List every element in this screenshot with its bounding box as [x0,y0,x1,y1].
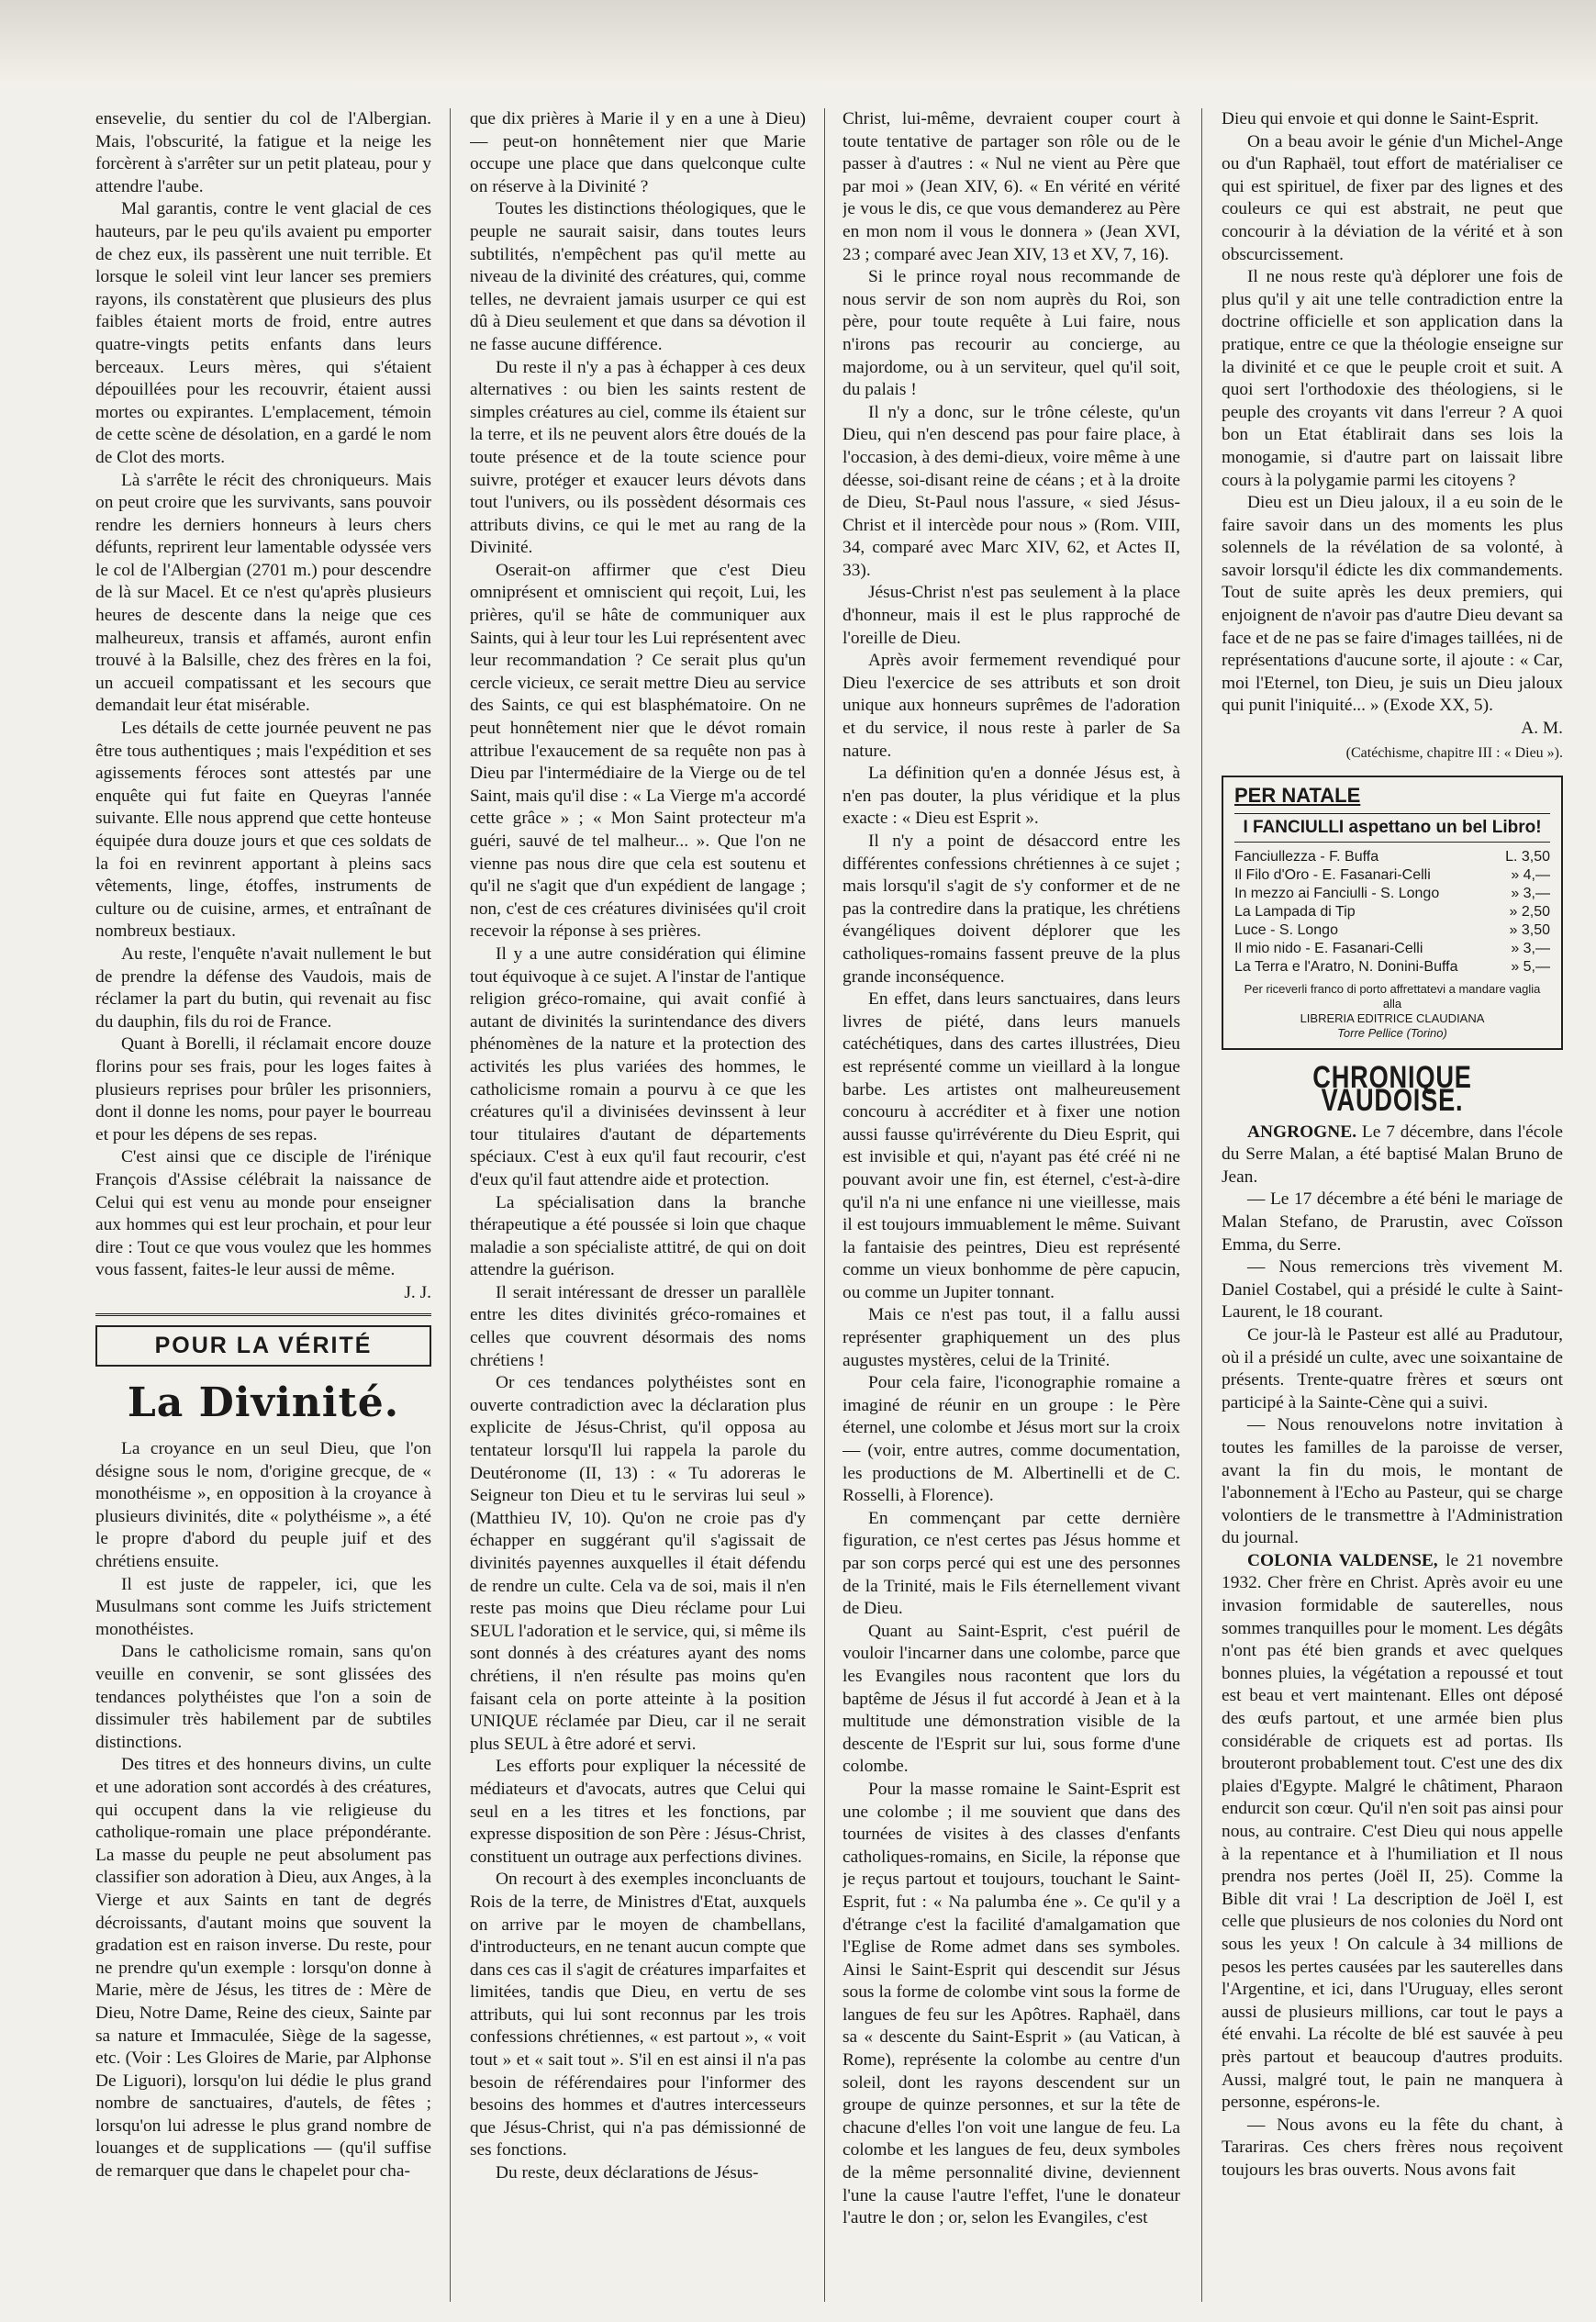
column-2 [470,108,806,2302]
column-rule [824,108,825,2302]
paragraph: Dieu est un Dieu jaloux, il a eu soin de le faire savoir dans un des moments les plus solennels de la révélation de sa volonté, à savoir lorsqu'il édicte les dix commandements. Tout de suite après les deux premiers, qui enjoignent de n'avoir pas d'autre Dieu devant sa face et de ne pas se faire d'images taillées, ni de représentations d'aucune sorte, il ajoute : « Car, moi l'Eternel, ton Dieu, je suis un Dieu jaloux qui punit l'iniquité... » (Exode XX, 5). [1222,493,1563,716]
chronicle-text: Le 7 décembre, dans l'école du Serre Malan, a été baptisé Malan Bruno de Jean. [1222,1122,1563,1187]
paragraph: Mais ce n'est pas tout, il a fallu aussi représenter graphiquement un des plus augustes mystères, celui de la Trinité. [843,1305,1180,1370]
paragraph: Toutes les distinctions théologiques, que le peuple ne saurait saisir, dans toutes leurs subtilités, n'empêchent pas qu'il mette au niveau de la divinité des créatures, qui, comme telles, ne devraient jamais usurper ce qui est dû à Dieu seulement et que dans sa dévotion il ne fasse aucune différence. [470,199,806,354]
ad-note: Per riceverli franco di porto affrettatevi a mandare vaglia alla [1244,982,1541,1011]
paragraph: Dans le catholicisme romain, sans qu'on veuille en convenir, se sont glissées des tendances polythéistes que l'on a soin de dissimuler très habilement par de subtiles distinctions. [95,1642,431,1752]
ad-item [1234,958,1550,977]
paragraph: On recourt à des exemples inconcluants de Rois de la terre, de Ministres d'Etat, auxquels on arrive par le moyen de chambellans, d'introducteurs, en ne tenant aucun compte que dans ces cas il s'agit de créatures imparfaites et limitées, tandis que Dieu, en vertu de ses attributs, qui lui sont reconnus par les trois confessions chrétiennes, « est partout », « voit tout » et « sait tout ». S'il en est ainsi il n'a pas besoin de référendaires pour l'informer des besoins des hommes et d'autres intercesseurs que Jésus-Christ, qui n'a pas démissionné de ses fonctions. [470,1870,806,2160]
paragraph: Si le prince royal nous recommande de nous servir de son nom auprès du Roi, son père, pour toute requête à Lui faire, nous n'irons pas recourir au concierge, au majordome, ou à un serviteur, quel qu'il soit, du palais ! [843,267,1180,400]
ad-item-title: Il Filo d'Oro - E. Fasanari-Celli [1234,867,1431,884]
chronicle-paragraph [1222,1414,1563,1550]
paragraph: Christ, lui-même, devraient couper court à toute tentative de partager son rôle ou de le passer à d'autres : « Nul ne vient au Père que par moi » (Jean XIV, 6). « En vérité en vérité je vous le dis, ce que vous demanderez au Père en mon nom il vous le donnera » (Jean XVI, 23 ; comparé avec Jean XIV, 13 et XV, 7, 16). [843,109,1180,264]
paragraph: Jésus-Christ n'est pas seulement à la place d'honneur, mais il est le plus rapproché de l'oreille de Dieu. [843,583,1180,648]
paragraph: Il n'y a donc, sur le trône céleste, qu'un Dieu, qui n'en descend pas pour faire place, à l'occasion, à des demi-dieux, voire même à une déesse, soi-disant reine de céans ; et à la droite de Dieu, St-Paul nous l'assure, « sied Jésus-Christ et il intercède pour nous » (Rom. VIII, 34, comparé avec Marc XIV, 62, et Actes II, 33). [843,402,1180,580]
ad-item-price: » 2,50 [1509,904,1550,921]
ad-item [1234,848,1550,866]
chronicle-title: CHRONIQUE VAUDOISE. [1312,1060,1472,1118]
paragraph: C'est ainsi que ce disciple de l'irénique François d'Assise célébrait la naissance de Celui qui est venu au monde pour enseigner aux hommes qui est leur prochain, et pour leur dire : Tout ce que vous voulez que les hommes vous fassent, faites-le leur aussi de même. [95,1147,431,1280]
paragraph: Pour la masse romaine le Saint-Esprit est une colombe ; il me souvient que dans des tournées de visites à des classes d'enfants catholiques-romains, en Sicile, la réponse que je reçus partout et toujours, touchant le Saint-Esprit, fut : « Na palumba éne ». Ce qu'il y a d'étrange c'est la facilité d'amalgamation que l'Eglise de Rome admet dans ses symboles. Ainsi le Saint-Esprit qui descendit sur Jésus sous la forme de colombe vint sous la forme de langues de feu sur les Apôtres. Raphaël, dans sa « descente du Saint-Esprit » (au Vatican, à Rome), représente la colombe au centre d'un soleil, dont les rayons descendent sur un groupe de quinze personnes, et sur la tête de chacune d'elles l'on voit une langue de feu. La colombe et les langues de feu, deux symboles de la même personnalité divine, deviennent l'une la cause l'autre l'effet, l'une le donateur l'autre le don ; or, selon les Evangiles, c'est [843,1779,1180,2228]
chronicle-lead: COLONIA VALDENSE, [1247,1550,1438,1570]
paragraph: Les détails de cette journée peuvent ne pas être tous authentiques ; mais l'expédition et ses agissements féroces sont attestés par une enquête qui fut faite en Queyras l'année suivante. Elle nous apprend que cette honteuse équipée dura douze jours et que ces soldats de la foi en revinrent apportant à pleins sacs vêtements, linge, étoffes, instruments de culture ou de cuisine, armes, et entraînant de nombreux bestiaux. [95,719,431,942]
section-header: POUR LA VÉRITÉ [95,1325,431,1367]
chronicle-lead: ANGROGNE. [1247,1122,1357,1142]
ad-publisher: LIBRERIA EDITRICE CLAUDIANA [1300,1011,1485,1026]
ad-item [1234,940,1550,958]
paragraph: Dieu qui envoie et qui donne le Saint-Esprit. [1222,109,1539,128]
ad-item-price: » 3,50 [1509,922,1550,939]
ad-item [1234,866,1550,885]
ad-item-title: In mezzo ai Fanciulli - S. Longo [1234,886,1440,902]
paragraph: Pour cela faire, l'iconographie romaine a imaginé de réunir en un groupe : le Père éternel, une colombe et Jésus mort sur la croix — (voir, entre autres, comme documentation, les productions de M. Albertinelli et de C. Rosselli, à Florence). [843,1373,1180,1506]
paragraph: La spécialisation dans la branche thérapeutique a été poussée si loin que chaque maladie a son spécialiste attitré, de qui on doit attendre la guérison. [470,1192,806,1280]
ad-item-title: Fanciullezza - F. Buffa [1234,849,1379,865]
column-rule [1201,108,1202,2302]
chronicle-text: Ce jour-là le Pasteur est allé au Pradutour, où il a présidé un culte, avec une soixantaine de présents. Trente-quatre frères et sœurs ont participé à la Sainte-Cène qui a suivi. [1222,1324,1563,1412]
ad-item [1234,885,1550,903]
chronicle-paragraph [1222,1256,1563,1324]
chronicle-paragraph [1222,1189,1563,1256]
chronicle-text: — Nous avons eu la fête du chant, à Tarariras. Ces chers frères nous reçoivent toujours les bras ouverts. Nous avons fait [1222,2115,1563,2180]
ad-item-title: La Terra e l'Aratro, N. Donini-Buffa [1234,959,1458,976]
scan-edge [0,0,1596,84]
ad-item-price: » 3,— [1511,886,1550,902]
paragraph: Quant au Saint-Esprit, c'est puéril de vouloir l'incarner dans une colombe, parce que les Evangiles nous racontent que lors du baptême de Jésus il fut accordé à Jean et à la multitude une démonstration visible de la descente de l'Esprit sur lui, sous forme d'une colombe. [843,1621,1180,1777]
ad-item-price: » 4,— [1511,867,1550,884]
paragraph: Il n'y a point de désaccord entre les différentes confessions chrétiennes à ce sujet ; mais lorsqu'il s'agit de s'y conformer et de ne pas la contredire dans la pratique, les chrétiens évangéliques doivent déplorer que les catholiques-romains fassent preuve de la plus grande inconséquence. [843,832,1180,987]
signature: A. M. [1521,719,1563,739]
ad-item-title: La Lampada di Tip [1234,904,1356,921]
article-title: La Divinité. [127,1379,400,1427]
ad-subtitle: I FANCIULLI aspettano un bel Libro! [1234,813,1550,843]
ad-title: PER NATALE [1234,784,1361,808]
signature: J. J. [404,1282,431,1302]
ad-publisher-place: Torre Pellice (Torino) [1337,1026,1447,1041]
column-rule [450,108,451,2302]
paragraph: En commençant par cette dernière figuration, ce n'est certes pas Jésus homme et par son corps percé qui est une des personnes de la Trinité, mais le Fils éternellement vivant de Dieu. [843,1508,1180,1619]
paragraph: Au reste, l'enquête n'avait nullement le but de prendre la défense des Vaudois, mais de réclamer la part du butin, qui revenait au fisc du dauphin, fils du roi de France. [95,943,431,1032]
chronicle-paragraph [1222,1550,1563,2115]
paragraph: On a beau avoir le génie d'un Michel-Ange ou d'un Raphaël, tout effort de matérialiser ce qui est spirituel, de fixer par des lignes et des couleurs ce qui est abstrait, ne peut que concourir à la déviation de la vérité et à son obscurcissement. [1222,131,1563,264]
paragraph: La définition qu'en a donnée Jésus est, à n'en pas douter, la plus véridique et la plus exacte : « Dieu est Esprit ». [843,764,1180,829]
paragraph: Du reste, deux déclarations de Jésus- [496,2163,759,2183]
paragraph: que dix prières à Marie il y en a une à Dieu) — peut-on honnêtement nier que Marie occupe une place que dans quelconque culte on réserve à la Divinité ? [470,109,806,196]
paragraph: En effet, dans leurs sanctuaires, dans leurs livres de piété, dans leurs manuels catéchétiques, dans des cartes illustrées, Dieu est représenté comme un vieillard à la longue barbe. Les artistes ont malheureusement concouru à accréditer et à fixer une notion aussi fausse qu'irrévérente du Dieu Esprit, qui est invisible et qui, n'ayant pas été créé ni ne pouvant avoir une fin, est éternel, c'est-à-dire qu'il n'a ni une enfance ni une vieillesse, mais il est toujours immuablement le même. Suivant la fantaisie des peintres, Dieu est représenté comme un vieux bonhomme de père capucin, ou comme un Jupiter tonnant. [843,989,1180,1302]
chronicle-text: — Le 17 décembre a été béni le mariage de Malan Stefano, de Prarustin, avec Coïsson Emma, du Serre. [1222,1189,1563,1255]
ad-item-price: » 3,— [1511,941,1550,957]
caption: (Catéchisme, chapitre III : « Dieu »). [1345,744,1563,761]
paragraph: ensevelie, du sentier du col de l'Albergian. Mais, l'obscurité, la fatigue et la neige les forcèrent à s'arrêter sur un petit plateau, pour y attendre l'aube. [95,109,431,196]
column-4 [1222,108,1563,2302]
paragraph: La croyance en un seul Dieu, que l'on désigne sous le nom, d'origine grecque, de « monothéisme », en opposition à la croyance à plusieurs divinités, dite « polythéisme », a été le propre d'abord du peuple juif et des chrétiens ensuite. [95,1439,431,1572]
paragraph: Mal garantis, contre le vent glacial de ces hauteurs, par le peu qu'ils avaient pu emporter de chez eux, ils passèrent une nuit terrible. Et lorsque le soleil vint leur lancer ses premiers rayons, ils constatèrent que plusieurs des plus faibles étaient morts de froid, entre autres quatre-vingts petits enfants dans leurs berceaux. Leurs mères, qui s'étaient dépouillées pour les recouvrir, étaient aussi mortes ou expirantes. L'emplacement, témoin de cette scène de désolation, en a gardé le nom de Clot des morts. [95,199,431,467]
paragraph: Or ces tendances polythéistes sont en ouverte contradiction avec la déclaration plus explicite de Jésus-Christ, qu'il opposa au tentateur lorsqu'Il lui rappela la parole du Deutéronome (II, 13) : « Tu adoreras le Seigneur ton Dieu et tu le serviras lui seul » (Matthieu IV, 10). Qu'on ne croie pas d'y échapper en suggérant qu'il s'agissait de divinités payennes auxquelles il était défendu de rendre un culte. Cela va de soi, mais il n'en reste pas moins que Dieu réclame pour Lui SEUL l'adoration et le service, qui, si même ils sont donnés à des créatures ayant des noms chrétiens, il n'en résulte pas moins qu'en faisant cela on porte atteinte à la position UNIQUE réclamée par Dieu, car il ne serait plus SEUL à être adoré et servi. [470,1373,806,1754]
paragraph: Il est juste de rappeler, ici, que les Musulmans sont comme les Juifs strictement monothéistes. [95,1574,431,1639]
chronicle-text: — Nous renouvelons notre invitation à toutes les familles de la paroisse de verser, avant la fin du mois, le montant de l'abonnement à l'Echo au Pasteur, qui se charge volontiers de le transmettre à l'Administration du journal. [1222,1415,1563,1548]
ad-item-price: L. 3,50 [1505,849,1550,865]
chronicle-paragraph [1222,1324,1563,1414]
ad-item [1234,921,1550,940]
column-1 [95,108,431,2302]
ad-item [1234,903,1550,921]
paragraph: Il y a une autre considération qui élimine tout équivoque à ce sujet. A l'instar de l'antique religion gréco-romaine, qui avait confié à autant de divinités la surintendance des divers phénomènes de la nature et la protection des activités les plus variées des hommes, le catholicisme romain a pourvu à ce que les créatures qu'il a divinisées devinssent à leur tour titulaires d'autant de départements spéciaux. C'est à eux qu'il faut recourir, c'est d'eux qu'il faut attendre aide et protection. [470,943,806,1189]
ad-item-title: Il mio nido - E. Fasanari-Celli [1234,941,1423,957]
book-advertisement [1222,776,1563,1050]
paragraph: Après avoir fermement revendiqué pour Dieu l'exercice de ses attributs et son droit unique aux honneurs suprêmes de l'adoration et du service, il nous reste à parler de Sa nature. [843,651,1180,761]
paragraph: Là s'arrête le récit des chroniqueurs. Mais on peut croire que les survivants, sans pouvoir rendre les derniers honneurs à leurs chers défunts, reprirent leur lamentable odyssée vers le col de l'Albergian (2701 m.) pour descendre de là sur Macel. Et ce n'est qu'après plusieurs heures de descente dans la neige que ces malheureux, transis et affamés, auront enfin trouvé à la Balsille, chez des frères en la foi, un accueil compatissant et les secours que demandait leur état misérable. [95,470,431,716]
chronicle-paragraph [1222,2115,1563,2182]
paragraph: Les efforts pour expliquer la nécessité de médiateurs et d'avocats, autres que Celui qui seul en a les titres et les fonctions, par expresse disposition de son Père : Jésus-Christ, constituent un outrage aux perfections divines. [470,1757,806,1867]
paragraph: Des titres et des honneurs divins, un culte et une adoration sont accordés à des créatures, qui occupent dans la vie religieuse du catholique-romain une place prépondérante. La masse du peuple ne peut absolument pas classifier son adoration à Dieu, aux Anges, à la Vierge et aux Saints en tant de degrés décroissants, d'autant moins que souvent la gradation est en raison inverse. Du reste, pour ne prendre qu'un exemple : lorsqu'on donne à Marie, mère de Jésus, les titres de : Mère de Dieu, Notre Dame, Reine des cieux, Sainte par sa nature et Immaculée, Siège de la sagesse, etc. (Voir : Les Gloires de Marie, par Alphonse De Liguori), lorsqu'on lui dédie le plus grand nombre de sanctuaires, d'autels, de fêtes ; lorsqu'on lui adresse le plus grand nombre de louanges et de supplications — (qu'il suffise de remarquer que dans le chapelet pour cha- [95,1755,431,2182]
paragraph: Il ne nous reste qu'à déplorer une fois de plus qu'il y ait une telle contradiction entre la doctrine officielle et son application dans la pratique, entre ce que la théologie enseigne sur la divinité et ce que le peuple croit et suit. A quoi sert l'orthodoxie des théologiens, si le peuple des croyants vit dans l'erreur ? A quoi bon un Etat établirait dans ses lois la monogamie, si d'autre part on laissait libre cours à la polygamie parmi les citoyens ? [1222,267,1563,490]
paragraph: Oserait-on affirmer que c'est Dieu omniprésent et omniscient qui reçoit, Lui, les prières, qu'il se hâte de communiquer aux Saints, qui à leur tour les Lui représentent avec leur recommandation ? Ce serait plus qu'un cercle vicieux, ce serait mettre Dieu au service des Saints, ce qui est blasphématoire. On ne peut honnêtement nier que le dévot romain attribue l'exaucement de sa requête non pas à Dieu par l'intermédiaire de la Vierge ou de tel Saint, mais qu'il dise : « La Vierge m'a accordé cette grâce » ; « Mon Saint protecteur m'a guéri, sauvé de tel malheur... ». Que l'on ne vienne pas nous dire que cela est soutenu et qu'il ne s'agit que d'un expédient de langage ; non, c'est de ces créatures divinisées qu'il croit recevoir la réponse à ses prières. [470,560,806,942]
chronicle-text: — Nous remercions très vivement M. Daniel Costabel, qui a présidé le culte à Saint-Laurent, le 18 courant. [1222,1257,1563,1323]
chronicle-text: le 21 novembre 1932. Cher frère en Christ. Après avoir eu une invasion formidable de sauterelles, nous sommes tranquilles pour le moment. Les dégâts n'ont pas été bien grands et avec quelques bonnes pluies, la végétation a repoussé et tout est beau et vert maintenant. Elles ont déposé des œufs partout, et une armée bien plus considérable de criquets est ad portas. Ils brouteront probablement tout. C'est une des dix plaies d'Egypte. Malgré le châtiment, Pharaon endurcit son cœur. Qu'il n'en soit pas ainsi pour nous, au contraire. C'est Dieu qui nous appelle à la repentance et à l'humiliation et Il nous prendra nos pertes (Joël II, 25). Comme la Bible dit vrai ! La description de Joël I, est celle que plusieurs de nos colonies du Nord ont sous les yeux ! On calcule à 34 millions de pesos les pertes causées par les sauterelles dans l'Argentine, et ici, dans l'Uruguay, elles seront aussi de plusieurs millions, car tout le pays a été envahi. La récolte de blé est sauvée à peu près partout et beaucoup d'autres produits. Aussi, malgré tout, le pain ne manquera à personne, espérons-le. [1222,1550,1563,2113]
paragraph: Il serait intéressant de dresser un parallèle entre les dites divinités gréco-romaines et celles que couvrent désormais des noms chrétiens ! [470,1282,806,1370]
ad-item-title: Luce - S. Longo [1234,922,1338,939]
paragraph: Du reste il n'y a pas à échapper à ces deux alternatives : ou bien les saints restent de simples créatures au ciel, comme ils étaient sur la terre, et ils ne peuvent alors être doués de la toute présence et de la toute science pour suivre, protéger et exaucer leurs dévots dans tout l'univers, ou ils possèdent désormais ces attributs divins, ce qui le met au rang de la Divinité. [470,357,806,558]
ad-item-price: » 5,— [1511,959,1550,976]
paragraph: Quant à Borelli, il réclamait encore douze florins pour ses frais, pour les loges faites à plusieurs reprises pour brûler les prisonniers, dont il donne les noms, pour payer le bourreau et pour les dépens de ses repas. [95,1034,431,1144]
column-3 [843,108,1180,2302]
chronicle-paragraph [1222,1122,1563,1189]
divider [95,1313,431,1316]
